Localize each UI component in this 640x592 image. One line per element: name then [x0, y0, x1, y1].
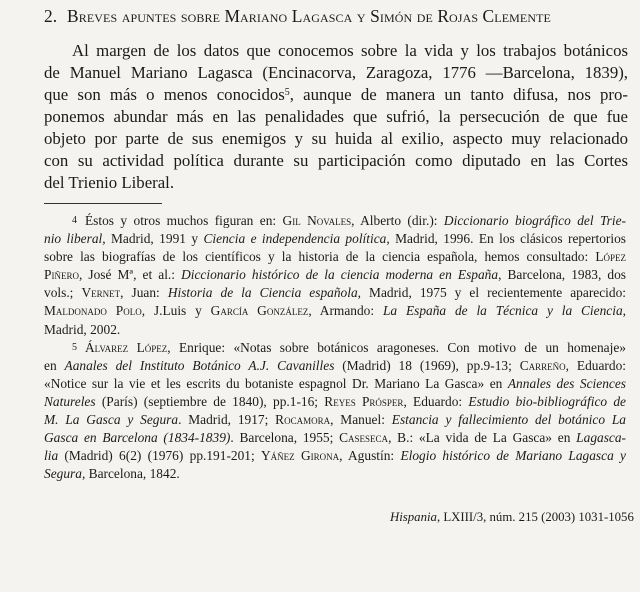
paragraph-line: con su actividad política durante su participación como diputado en las Cortes — [44, 151, 628, 170]
section-number: 2. — [44, 6, 58, 26]
footnote-5-line: «Notice sur la vie et les escrits du botaniste espagnol Dr. Mariano La Gasca» en Annales des Sciences — [44, 375, 626, 391]
footnote-4-mark: 4 — [72, 215, 77, 226]
section-heading — [44, 6, 634, 27]
footnote-5-line: Natureles (París) (septiembre de 1840), pp.1-16; Reyes Prósper, Eduardo: Estudio bio-bibliográfico de — [44, 393, 626, 409]
footnote-5-mark: 5 — [72, 341, 77, 353]
footnote-4-line: vols.; Vernet, Juan: Historia de la Ciencia española, Madrid, 1975 y el recientemente aparecido: — [44, 285, 626, 301]
footnotes — [44, 212, 626, 483]
footnote-separator — [44, 203, 162, 204]
section-title: Breves apuntes sobre Mariano Lagasca y Simón de Rojas Clemente — [67, 6, 551, 26]
footnote-4-line: Piñero, José Mª, et al.: Diccionario histórico de la ciencia moderna en España, Barcelona, 1983, dos — [44, 267, 627, 283]
footnote-4-line: 4 Éstos y otros muchos figuran en: Gil Novales, Alberto (dir.): Diccionario biográfico del Trie- — [72, 213, 626, 228]
paragraph-line: Al margen de los datos que conocemos sobre la vida y los trabajos botánicos — [72, 41, 628, 60]
journal-details: , LXIII/3, núm. 215 (2003) 1031-1056 — [436, 510, 634, 524]
footnote-4-line: nio liberal, Madrid, 1991 y Ciencia e independencia política, Madrid, 1996. En los clásicos repertorios — [44, 231, 626, 247]
journal-name: Hispania — [390, 510, 437, 524]
footnote-ref[interactable]: 5 — [284, 87, 290, 98]
journal-citation — [390, 510, 634, 525]
paragraph-line: ponemos abundar más en las penalidades que sufrió, la persecución de que fue — [44, 107, 628, 126]
footnote-5-line: Segura, Barcelona, 1842. — [44, 466, 180, 482]
paragraph-line: de Manuel Mariano Lagasca (Encinacorva, Zaragoza, 1776 —Barcelona, 1839), — [44, 63, 628, 82]
footnote-4-line: Maldonado Polo, J.Luis y García González, Armando: La España de la Técnica y la Ciencia, — [44, 303, 627, 319]
footnote-5-line: en Aanales del Instituto Botánico A.J. Cavanilles (Madrid) 18 (1969), pp.9-13; Carreño, Eduardo: — [44, 357, 626, 373]
footnote-5-line: lia (Madrid) 6(2) (1976) pp.191-201; Yáñez Girona, Agustín: Elogio histórico de Mariano Lagasca y — [44, 448, 627, 464]
footnote-5-line: M. La Gasca y Segura. Madrid, 1917; Rocamora, Manuel: Estancia y fallecimiento del botánico La — [44, 412, 626, 428]
paragraph-line: objeto por parte de sus enemigos y su huida al exilio, aspecto muy relacionado — [44, 129, 628, 148]
footnote-4-line: sobre las biografías de los científicos y la historia de la ciencia española, hemos consultado: López — [44, 249, 626, 265]
footnote-5-line: 5 Álvarez López, Enrique: «Notas sobre botánicos aragoneses. Con motivo de un homenaje» — [72, 339, 626, 355]
paragraph-line: que son más o menos conocidos$^5$, aunque de manera un tanto difusa, nos pro- — [44, 85, 628, 104]
body-paragraph — [44, 40, 628, 194]
footnote-5-line: Gasca en Barcelona (1834-1839). Barcelona, 1955; Caseseca, B.: «La vida de La Gasca» en Lagasca- — [44, 430, 627, 446]
footnote-4-line: Madrid, 2002. — [44, 321, 121, 337]
paragraph-line: del Trienio Liberal. — [44, 173, 175, 192]
